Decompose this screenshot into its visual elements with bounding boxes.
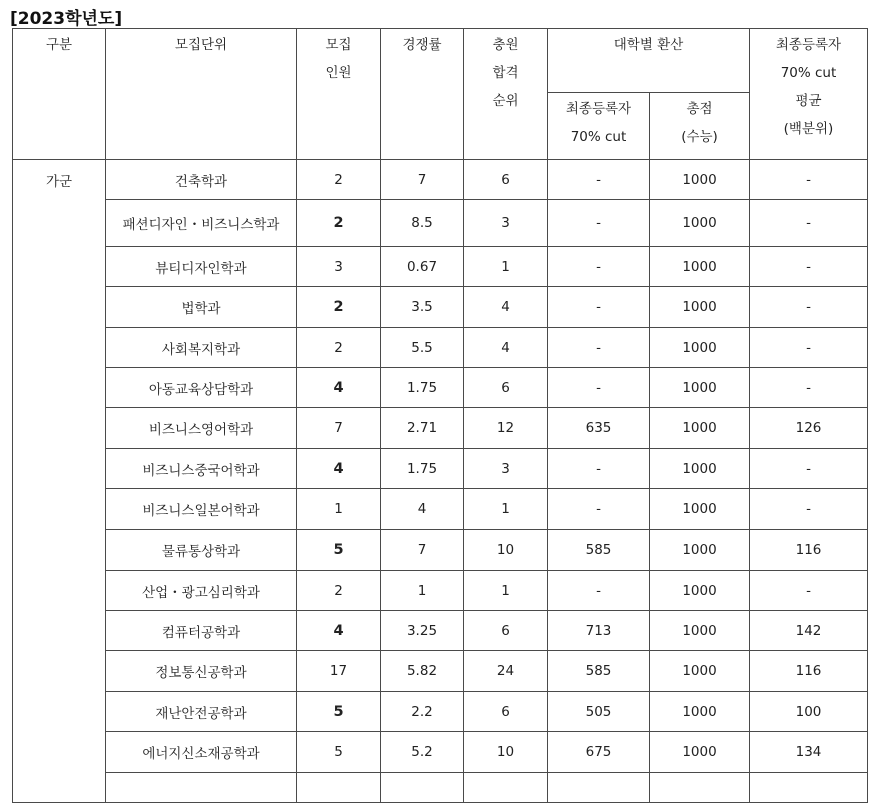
- table-row: [13, 408, 868, 449]
- cell-ratio: 5.2: [381, 732, 464, 773]
- cell-rank: 6: [464, 611, 548, 651]
- cell-quota: 17: [297, 651, 381, 692]
- cell-total: 1000: [650, 449, 750, 489]
- admission-results-table: [12, 28, 868, 803]
- table-row: [13, 489, 868, 530]
- cell-total: 1000: [650, 651, 750, 692]
- cell-cut: 635: [548, 408, 650, 449]
- table-row: [13, 287, 868, 328]
- cell-ratio: 2.71: [381, 408, 464, 449]
- cell-rank: 4: [464, 328, 548, 368]
- cell-rank: 6: [464, 160, 548, 200]
- cell-rank: 6: [464, 368, 548, 408]
- table-row: [13, 692, 868, 732]
- header-quota-line2: 인원: [325, 65, 352, 81]
- cell-percentile: -: [750, 328, 868, 368]
- cell-unit: 컴퓨터공학과: [106, 611, 297, 651]
- table-row: [13, 449, 868, 489]
- cell-ratio: 3.5: [381, 287, 464, 328]
- header-final-line3: 평균: [795, 93, 822, 109]
- cell-cut: -: [548, 328, 650, 368]
- cell-cut: 585: [548, 651, 650, 692]
- cell-rank: 10: [464, 530, 548, 571]
- cell-percentile: 116: [750, 530, 868, 571]
- cell-ratio: 1.75: [381, 368, 464, 408]
- cell-total: 1000: [650, 160, 750, 200]
- cell-cut: -: [548, 368, 650, 408]
- cell-percentile: 126: [750, 408, 868, 449]
- cell-percentile: -: [750, 571, 868, 611]
- header-rank-line2: 합격: [492, 65, 519, 81]
- header-final: [750, 29, 868, 160]
- cell-cut: -: [548, 449, 650, 489]
- cell-ratio: 0.67: [381, 247, 464, 287]
- cell-total: 1000: [650, 530, 750, 571]
- cell-unit: 비즈니스영어학과: [106, 408, 297, 449]
- header-final-line4: (백분위): [783, 121, 834, 137]
- cell-ratio: 8.5: [381, 200, 464, 247]
- cell-quota: 2: [297, 287, 381, 328]
- cell-ratio: [381, 773, 464, 803]
- cell-quota: 2: [297, 571, 381, 611]
- cell-total: 1000: [650, 287, 750, 328]
- cell-rank: 24: [464, 651, 548, 692]
- header-cut-line1: 최종등록자: [565, 101, 632, 117]
- cell-ratio: 2.2: [381, 692, 464, 732]
- cell-percentile: -: [750, 368, 868, 408]
- cell-ratio: 1.75: [381, 449, 464, 489]
- cell-ratio: 7: [381, 530, 464, 571]
- cell-quota: 7: [297, 408, 381, 449]
- cell-percentile: -: [750, 449, 868, 489]
- cell-quota: 4: [297, 449, 381, 489]
- cell-cut: -: [548, 489, 650, 530]
- table-row: [13, 773, 868, 803]
- table-row: [13, 530, 868, 571]
- table-row: [13, 651, 868, 692]
- cell-percentile: -: [750, 287, 868, 328]
- cell-cut: 675: [548, 732, 650, 773]
- table-row: [13, 328, 868, 368]
- header-ratio: 경쟁률: [381, 29, 464, 160]
- cell-total: 1000: [650, 328, 750, 368]
- cell-ratio: 5.82: [381, 651, 464, 692]
- cell-percentile: 134: [750, 732, 868, 773]
- cell-rank: 3: [464, 449, 548, 489]
- cell-total: 1000: [650, 200, 750, 247]
- header-rank-line3: 순위: [492, 93, 519, 109]
- cell-total: 1000: [650, 732, 750, 773]
- cell-unit: 에너지신소재공학과: [106, 732, 297, 773]
- cell-unit: 산업・광고심리학과: [106, 571, 297, 611]
- cell-rank: 4: [464, 287, 548, 328]
- cell-percentile: 100: [750, 692, 868, 732]
- cell-cut: 505: [548, 692, 650, 732]
- cell-rank: 3: [464, 200, 548, 247]
- cell-ratio: 4: [381, 489, 464, 530]
- cell-quota: 5: [297, 732, 381, 773]
- cell-ratio: 1: [381, 571, 464, 611]
- cell-cut: -: [548, 160, 650, 200]
- cell-percentile: -: [750, 247, 868, 287]
- cell-quota: 5: [297, 692, 381, 732]
- cell-ratio: 7: [381, 160, 464, 200]
- group-label: 가군: [13, 160, 106, 803]
- cell-total: 1000: [650, 247, 750, 287]
- cell-rank: 6: [464, 692, 548, 732]
- header-total-line2: (수능): [681, 129, 718, 145]
- header-quota-line1: 모집: [325, 37, 352, 53]
- cell-percentile: 142: [750, 611, 868, 651]
- cell-unit: 재난안전공학과: [106, 692, 297, 732]
- cell-cut: 713: [548, 611, 650, 651]
- table-row: [13, 611, 868, 651]
- cell-quota: 1: [297, 489, 381, 530]
- header-total: [650, 93, 750, 160]
- cell-rank: 1: [464, 489, 548, 530]
- cell-unit: 뷰티디자인학과: [106, 247, 297, 287]
- cell-rank: 12: [464, 408, 548, 449]
- cell-percentile: -: [750, 200, 868, 247]
- cell-total: 1000: [650, 368, 750, 408]
- table-row: [13, 200, 868, 247]
- cell-unit: [106, 773, 297, 803]
- header-rank-line1: 충원: [492, 37, 519, 53]
- cell-unit: 비즈니스일본어학과: [106, 489, 297, 530]
- cell-rank: 1: [464, 571, 548, 611]
- cell-unit: 사회복지학과: [106, 328, 297, 368]
- cell-quota: 4: [297, 611, 381, 651]
- header-quota: [297, 29, 381, 160]
- header-rank: [464, 29, 548, 160]
- cell-percentile: -: [750, 489, 868, 530]
- page-title: [2023학년도]: [10, 9, 123, 29]
- cell-total: 1000: [650, 489, 750, 530]
- cell-total: [650, 773, 750, 803]
- table-row: [13, 160, 868, 200]
- cell-cut: 585: [548, 530, 650, 571]
- header-total-line1: 총점: [686, 101, 713, 117]
- cell-rank: 10: [464, 732, 548, 773]
- cell-total: 1000: [650, 692, 750, 732]
- cell-quota: 3: [297, 247, 381, 287]
- cell-total: 1000: [650, 571, 750, 611]
- cell-cut: -: [548, 571, 650, 611]
- header-cut: [548, 93, 650, 160]
- header-unit: 모집단위: [106, 29, 297, 160]
- cell-ratio: 5.5: [381, 328, 464, 368]
- cell-unit: 건축학과: [106, 160, 297, 200]
- cell-percentile: [750, 773, 868, 803]
- cell-rank: 1: [464, 247, 548, 287]
- table-row: [13, 732, 868, 773]
- cell-quota: 5: [297, 530, 381, 571]
- cell-cut: -: [548, 287, 650, 328]
- cell-percentile: 116: [750, 651, 868, 692]
- header-conversion: 대학별 환산: [548, 29, 750, 93]
- header-final-line2: 70% cut: [780, 65, 837, 81]
- cell-unit: 아동교육상담학과: [106, 368, 297, 408]
- cell-quota: [297, 773, 381, 803]
- cell-cut: -: [548, 247, 650, 287]
- cell-quota: 2: [297, 200, 381, 247]
- cell-rank: [464, 773, 548, 803]
- table-header: [13, 29, 868, 160]
- cell-percentile: -: [750, 160, 868, 200]
- header-cut-line2: 70% cut: [570, 129, 627, 145]
- header-division: 구분: [13, 29, 106, 160]
- cell-quota: 2: [297, 160, 381, 200]
- cell-unit: 비즈니스중국어학과: [106, 449, 297, 489]
- table-row: [13, 368, 868, 408]
- cell-cut: -: [548, 200, 650, 247]
- cell-cut: [548, 773, 650, 803]
- table-row: [13, 247, 868, 287]
- cell-quota: 4: [297, 368, 381, 408]
- header-final-line1: 최종등록자: [775, 37, 842, 53]
- cell-unit: 정보통신공학과: [106, 651, 297, 692]
- table-body: [13, 160, 868, 803]
- cell-ratio: 3.25: [381, 611, 464, 651]
- cell-total: 1000: [650, 611, 750, 651]
- table-row: [13, 571, 868, 611]
- cell-total: 1000: [650, 408, 750, 449]
- cell-quota: 2: [297, 328, 381, 368]
- cell-unit: 물류통상학과: [106, 530, 297, 571]
- cell-unit: 법학과: [106, 287, 297, 328]
- cell-unit: 패션디자인・비즈니스학과: [106, 200, 297, 247]
